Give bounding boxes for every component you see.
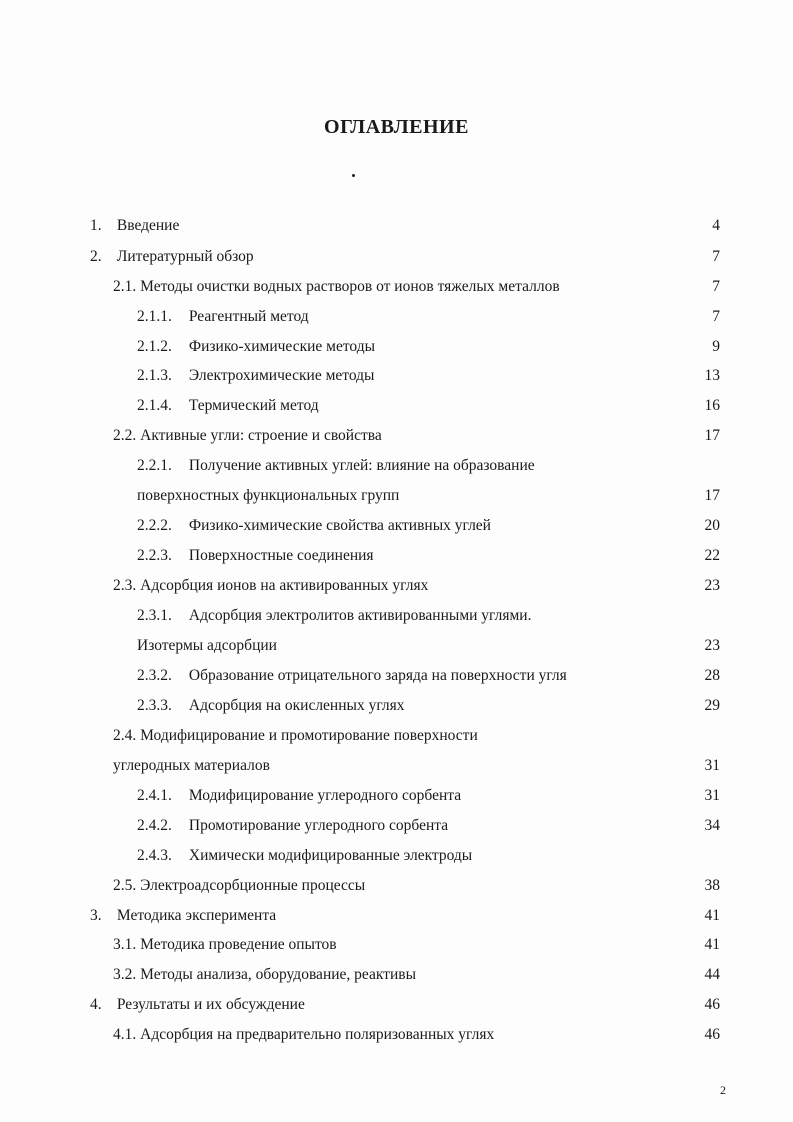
- toc-entry-title: Получение активных углей: влияние на образование: [188, 457, 535, 474]
- toc-entry-page: 13: [704, 367, 720, 384]
- toc-entry-title: Адсорбция на предварительно поляризованных углях: [140, 1026, 495, 1043]
- toc-entry-page: 41: [704, 936, 720, 953]
- toc-entry-page: 38: [704, 877, 720, 894]
- toc-entry-number: 4.: [90, 996, 102, 1013]
- toc-entry-number: 2.2.2.: [137, 517, 172, 534]
- toc-entry: [113, 726, 478, 746]
- toc-entry-page: 23: [704, 577, 720, 594]
- toc-entry: [137, 696, 405, 716]
- toc-entry-page: 31: [704, 787, 720, 804]
- toc-entry-title: Методы анализа, оборудование, реактивы: [140, 966, 416, 983]
- toc-entry-title: Физико-химические свойства активных углей: [188, 517, 491, 534]
- toc-entry-title: Электрохимические методы: [188, 367, 375, 384]
- page-number: 2: [720, 1083, 726, 1097]
- toc-entry-page: 41: [704, 907, 720, 924]
- toc-entry: [113, 965, 416, 985]
- toc-entry-page: 31: [704, 757, 720, 774]
- toc-entry: [137, 606, 531, 626]
- toc-entry-number: 3.: [90, 907, 102, 924]
- toc-entry-page: 46: [704, 1026, 720, 1043]
- toc-entry-title: Методика проведение опытов: [140, 936, 337, 953]
- toc-entry-title: Электроадсорбционные процессы: [140, 877, 366, 894]
- toc-entry-number: 2.2.1.: [137, 457, 172, 474]
- toc-entry-title: Адсорбция электролитов активированными углями.: [188, 607, 532, 624]
- toc-entry-page: 17: [704, 427, 720, 444]
- toc-entry-number: 2.4.2.: [137, 817, 172, 834]
- toc-entry: [90, 247, 254, 267]
- toc-entry-number: 2.4.: [113, 727, 137, 744]
- toc-entry-page: 34: [704, 817, 720, 834]
- toc-entry-number: 2.4.1.: [137, 787, 172, 804]
- toc-entry-page: 4: [712, 217, 720, 234]
- toc-entry-number: 2.: [90, 248, 102, 265]
- toc-entry: [137, 666, 567, 686]
- toc-entry-number: 2.1.2.: [137, 338, 172, 355]
- toc-entry: [137, 816, 448, 836]
- toc-entry-page: 22: [704, 547, 720, 564]
- toc-entry: [113, 426, 382, 446]
- toc-entry-number: 2.1.3.: [137, 367, 172, 384]
- toc-entry-number: 2.5.: [113, 877, 137, 894]
- toc-entry-number: 4.1.: [113, 1026, 137, 1043]
- scan-speck: [352, 174, 355, 177]
- toc-entry-title: Модифицирование углеродного сорбента: [188, 787, 462, 804]
- toc-entry-number: 2.2.3.: [137, 547, 172, 564]
- toc-entry: [137, 786, 461, 806]
- toc-entry: [113, 876, 365, 896]
- toc-entry-number: 3.2.: [113, 966, 137, 983]
- toc-entry-continuation: углеродных материалов: [113, 757, 270, 774]
- toc-entry-number: 2.1.: [113, 278, 137, 295]
- toc-entry: [113, 1025, 494, 1045]
- toc-entry-page: 46: [704, 996, 720, 1013]
- toc-entry-title: Физико-химические методы: [188, 338, 376, 355]
- toc-entry-title: Методы очистки водных растворов от ионов тяжелых металлов: [140, 278, 560, 295]
- toc-entry: [137, 846, 472, 866]
- toc-entry-title: Модифицирование и промотирование поверхности: [140, 727, 478, 744]
- toc-entry: [137, 516, 491, 536]
- toc-entry-number: 2.2.: [113, 427, 137, 444]
- toc-entry-title: Образование отрицательного заряда на поверхности угля: [188, 667, 567, 684]
- toc-entry: [90, 216, 179, 236]
- toc-entry-number: 3.1.: [113, 936, 137, 953]
- toc-entry-title: Термический метод: [188, 397, 319, 414]
- toc-entry-page: 9: [712, 338, 720, 355]
- toc-entry-number: 2.3.2.: [137, 667, 172, 684]
- toc-entry: [137, 307, 309, 327]
- toc-entry-title: Литературный обзор: [116, 248, 254, 265]
- toc-entry-title: Методика эксперимента: [116, 907, 277, 924]
- toc-entry: [137, 456, 535, 476]
- page-title: ОГЛАВЛЕНИЕ: [324, 116, 469, 138]
- toc-entry: [113, 935, 337, 955]
- toc-entry-continuation: Изотермы адсорбции: [137, 637, 277, 654]
- toc-entry-page: 7: [712, 248, 720, 265]
- toc-entry-page: 7: [712, 308, 720, 325]
- toc-entry-page: 16: [704, 397, 720, 414]
- toc-entry-title: Результаты и их обсуждение: [116, 996, 305, 1013]
- toc-entry-title: Адсорбция ионов на активированных углях: [140, 577, 429, 594]
- toc-entry: [137, 366, 374, 386]
- toc-entry-number: 2.3.: [113, 577, 137, 594]
- toc-entry-number: 2.4.3.: [137, 847, 172, 864]
- toc-entry-page: 29: [704, 697, 720, 714]
- toc-entry: [90, 995, 305, 1015]
- toc-entry-title: Поверхностные соединения: [188, 547, 374, 564]
- toc-entry: [137, 396, 319, 416]
- toc-entry-page: 17: [704, 487, 720, 504]
- toc-entry-page: 44: [704, 966, 720, 983]
- toc-entry-title: Введение: [116, 217, 180, 234]
- toc-entry-continuation: поверхностных функциональных групп: [137, 487, 400, 504]
- toc-entry: [90, 906, 276, 926]
- toc-entry-number: 2.1.1.: [137, 308, 172, 325]
- toc-entry-title: Химически модифицированные электроды: [188, 847, 473, 864]
- toc-entry: [113, 277, 560, 297]
- toc-entry-page: 23: [704, 637, 720, 654]
- toc-entry-number: 1.: [90, 217, 102, 234]
- toc-entry-title: Реагентный метод: [188, 308, 309, 325]
- toc-entry-title: Активные угли: строение и свойства: [140, 427, 382, 444]
- toc-entry-number: 2.1.4.: [137, 397, 172, 414]
- toc-entry-title: Промотирование углеродного сорбента: [188, 817, 449, 834]
- toc-entry: [113, 576, 428, 596]
- toc-entry-title: Адсорбция на окисленных углях: [188, 697, 405, 714]
- toc-entry-number: 2.3.3.: [137, 697, 172, 714]
- toc-entry: [137, 337, 375, 357]
- toc-entry-number: 2.3.1.: [137, 607, 172, 624]
- toc-entry-page: 28: [704, 667, 720, 684]
- toc-entry: [137, 546, 374, 566]
- toc-entry-page: 7: [712, 278, 720, 295]
- toc-entry-page: 20: [704, 517, 720, 534]
